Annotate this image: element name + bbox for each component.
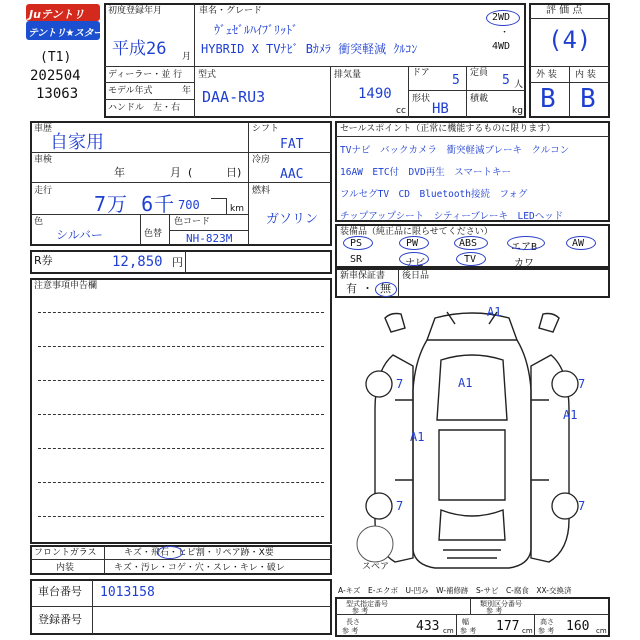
warranty-label: 新車保証書 [340, 271, 386, 281]
shift-label: シフト [252, 124, 280, 134]
equip-abs: ABS [459, 238, 478, 249]
recycle-label: R券 [34, 254, 53, 267]
sales-line-4: チップアップシート シティーブレーキ LEDヘッド [340, 211, 564, 222]
equip-abs-circle [454, 236, 488, 250]
back-label: 後日品 [402, 271, 430, 281]
equip-navi-circle [399, 252, 429, 266]
body-shape-value: HB [432, 101, 449, 117]
registration-label: 登録番号 [38, 613, 82, 626]
tire-mark-fr: 7 [578, 377, 586, 391]
mileage-unit: km [230, 204, 244, 214]
lot-number: 13063 [36, 86, 79, 102]
warranty-yes: 有 [346, 282, 357, 295]
model-year-label: モデル年式 [108, 86, 153, 96]
logo-line2: テントリ★スター [28, 28, 103, 39]
mileage-value: 7万 6千 [94, 192, 176, 216]
dealer-label: ディーラー・並 行 [108, 70, 183, 80]
model-num-label: 型式指定番号 [346, 600, 388, 608]
mileage-sub: 700 [178, 198, 200, 212]
color-value: シルバー [56, 228, 103, 242]
info-box [104, 3, 526, 118]
lot-date: 202504 [30, 68, 81, 84]
equip-tv-circle [456, 252, 486, 266]
fuel-value: ガソリン [266, 212, 319, 227]
ext-grade: B [540, 84, 556, 114]
damage-mark-right: A1 [563, 408, 578, 422]
equip-aw: AW [572, 238, 585, 249]
damage-mark-front: A1 [487, 305, 502, 319]
color-label: 色 [34, 217, 44, 227]
equip-airbag-circle [507, 236, 545, 250]
length-label: 長さ [346, 618, 360, 626]
first-reg-era: 平成26 [112, 39, 167, 59]
inspection-day: 日) [226, 166, 242, 179]
cat-num-label: 類別区分番号 [480, 600, 522, 608]
recycle-unit: 円 [172, 256, 183, 269]
equip-pw-circle [399, 236, 429, 250]
int-label: 内 装 [575, 70, 596, 80]
color-code-label: 色コード [174, 217, 211, 227]
displacement-value: 1490 [358, 86, 392, 102]
shift-value: FAT [280, 137, 304, 152]
chassis-value: 1013158 [100, 585, 155, 600]
fuel-label: 燃料 [252, 186, 271, 196]
notes-label: 注意事項申告欄 [34, 281, 98, 291]
inspection-label: 車検 [34, 155, 53, 165]
damage-legend: A-キズ E-エクボ U-凹み W-補修跡 S-サビ C-腐食 XX-交換済 [338, 586, 572, 595]
usage-label: 車歴 [34, 124, 53, 134]
windshield-chip-circle [157, 546, 183, 559]
mileage-label: 走行 [34, 186, 53, 196]
model-year-suffix: 年 [182, 86, 192, 96]
car-diagram [335, 300, 610, 580]
width-unit: cm [522, 627, 533, 635]
tire-mark-fl: 7 [396, 377, 404, 391]
width-value: 177 [496, 619, 520, 634]
width-label: 幅 [462, 618, 469, 626]
cat-num-ref: 参 考 [486, 607, 503, 615]
width-ref: 参 考 [460, 627, 477, 635]
sales-line-1: TVナビ バックカメラ 衝突軽減ブレーキ クルコン [340, 145, 570, 156]
inspection-year: 年 [114, 166, 125, 179]
usage-value: 自家用 [50, 132, 104, 153]
warranty-dot: ・ [362, 282, 373, 295]
damage-mark-hood: A1 [458, 376, 473, 390]
drive-2wd-circle [486, 10, 520, 26]
ac-value: AAC [280, 167, 304, 182]
inspection-paren: ( [188, 166, 193, 179]
warranty-no-circle [375, 282, 397, 297]
drive-4wd: 4WD [492, 41, 511, 52]
height-unit: cm [596, 627, 607, 635]
height-value: 160 [566, 619, 590, 634]
equip-leather: カワ [514, 258, 534, 269]
length-ref: 参 考 [342, 627, 359, 635]
grade-label: 評 価 点 [546, 5, 583, 16]
sales-line-3: フルセグTV CD Bluetooth接続 フォグ [340, 189, 528, 200]
equip-aw-circle [566, 236, 596, 250]
car-name-line1: ｳﾞｪｾﾞﾙﾊｲﾌﾞﾘｯﾄﾞ [214, 23, 299, 37]
tire-mark-rl: 7 [396, 499, 404, 513]
inspection-month: 月 [170, 166, 181, 179]
length-value: 433 [416, 619, 440, 634]
equip-sr: SR [350, 254, 363, 265]
car-name-line2: HYBRID X TVﾅﾋﾞ Bｶﾒﾗ 衝突軽減 ｸﾙｺﾝ [201, 42, 418, 56]
lot-code: (T1) [40, 50, 72, 65]
equip-navi: ナビ [405, 258, 425, 269]
interior-value: キズ・汚レ・コゲ・穴・スレ・キレ・破レ [114, 563, 285, 573]
damage-mark-left: A1 [410, 430, 425, 444]
load-unit: kg [512, 106, 523, 116]
drive-sep: ・ [500, 28, 510, 38]
spare-label: スペア [362, 562, 390, 572]
logo [26, 4, 103, 44]
equip-pw: PW [406, 238, 419, 249]
body-shape-label: 形状 [412, 94, 431, 104]
int-grade: B [580, 84, 596, 114]
recycle-value: 12,850 [112, 254, 163, 270]
capacity-value: 5 [502, 73, 510, 88]
car-name-label: 車名・グレード [199, 6, 263, 16]
load-label: 積載 [470, 94, 489, 104]
equipment-label: 装備品（純正品に限らせてください） [340, 227, 493, 237]
ext-label: 外 装 [536, 70, 557, 80]
equip-ps-circle [343, 236, 373, 250]
grade-score: (4) [548, 26, 592, 54]
handle-label: ハンドル 左・右 [108, 103, 181, 113]
sales-line-2: 16AW ETC付 DVD再生 スマートキー [340, 167, 512, 178]
model-value: DAA-RU3 [202, 88, 266, 106]
car-diagram-svg [335, 300, 610, 580]
chassis-label: 車台番号 [38, 585, 82, 598]
doors-label: ドア [412, 68, 430, 78]
equip-ps: PS [350, 238, 363, 249]
notes-box [30, 278, 332, 544]
doors-value: 5 [452, 73, 460, 88]
interior-label: 内装 [56, 563, 75, 573]
equip-airbag: エアB [511, 242, 538, 253]
warranty-no: 無 [380, 282, 391, 295]
equip-tv: TV [464, 254, 477, 265]
color-code: NH-823M [186, 232, 233, 245]
first-reg-label: 初度登録年月 [108, 6, 163, 16]
logo-line1: Juテントリ [29, 8, 85, 21]
length-unit: cm [443, 627, 454, 635]
windshield-label: フロントガラス [34, 548, 97, 558]
first-reg-month: 月 [182, 52, 192, 62]
ac-label: 冷房 [252, 155, 271, 165]
sales-label: セールスポイント（正常に機能するものに限ります） [340, 124, 556, 134]
drive-2wd: 2WD [492, 12, 511, 23]
capacity-unit: 人 [514, 80, 524, 90]
car-outline [375, 312, 569, 568]
model-num-ref: 参 考 [352, 607, 369, 615]
tire-mark-rr: 7 [578, 499, 586, 513]
windshield-value: キズ・飛石・ヒビ割・リペア跡・X要 [124, 548, 274, 558]
capacity-label: 定員 [470, 68, 489, 78]
displacement-unit: cc [396, 106, 406, 116]
model-label: 型式 [198, 70, 217, 80]
color-change-label: 色替 [144, 229, 163, 239]
height-label: 高さ [540, 618, 554, 626]
displacement-label: 排気量 [334, 70, 362, 80]
height-ref: 参 考 [538, 627, 555, 635]
